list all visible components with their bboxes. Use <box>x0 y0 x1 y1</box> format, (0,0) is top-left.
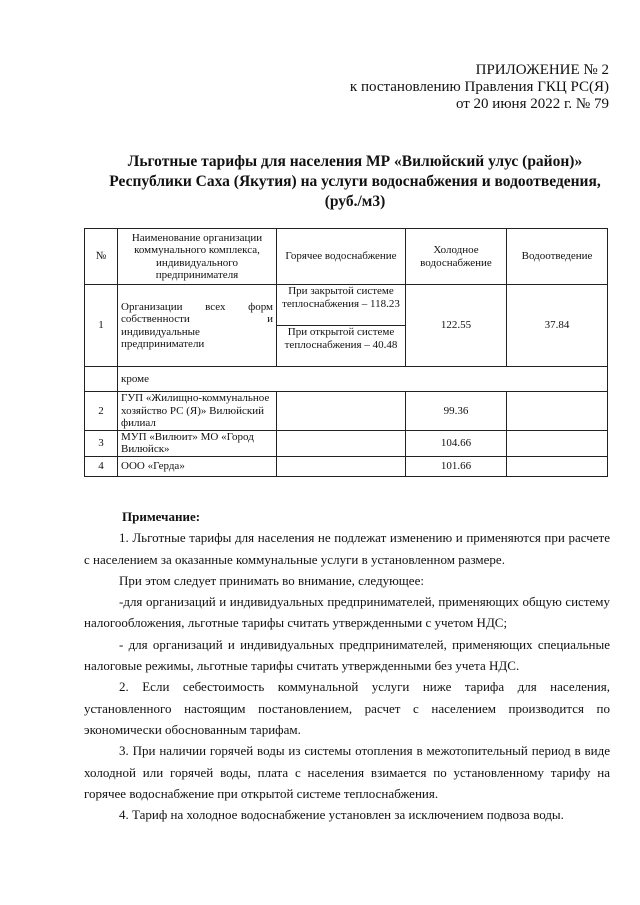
header-organization: Наименование организации коммунального комплекса, индивидуального предпринимателя <box>118 229 277 285</box>
hot-open-system: При открытой системе теплоснабжения – 40.48 <box>284 326 398 351</box>
row3-organization: МУП «Вилюит» МО «Город Вилюйск» <box>118 430 277 456</box>
row1-sewage: 37.84 <box>507 285 608 367</box>
except-label: кроме <box>118 367 608 392</box>
document-title <box>100 152 610 212</box>
row4-organization: ООО «Герда» <box>118 456 277 476</box>
table-row <box>85 456 608 476</box>
row4-cold-water: 101.66 <box>406 456 507 476</box>
appendix-date: от 20 июня 2022 г. № 79 <box>455 96 609 112</box>
tariffs-table <box>84 228 608 477</box>
note-paragraph: - для организаций и индивидуальных предпринимателей, применяющих специальные налоговые режимы, льготные тарифы считать утвержденными без учета НДС. <box>84 636 610 674</box>
header-no: № <box>85 229 118 285</box>
header-hot-water: Горячее водоснабжение <box>277 229 406 285</box>
note-paragraph: 3. При наличии горячей воды из системы отопления в межотопительный период в виде холодной или горячей воды, плата с населения взимается по установленному тарифу на горячее водоснабжение при открытой системе теплоснабжения. <box>84 743 610 801</box>
row2-cold-water: 99.36 <box>406 392 507 431</box>
table-row-except <box>85 367 608 392</box>
row3-no: 3 <box>85 430 118 456</box>
table-row <box>85 285 608 367</box>
header-sewage: Водоотведение <box>507 229 608 285</box>
row3-cold-water: 104.66 <box>406 430 507 456</box>
title-line-3: (руб./м3) <box>324 193 386 210</box>
row2-no: 2 <box>85 392 118 431</box>
row1-organization: Организации всех форм собственности и индивидуальные предприниматели <box>118 285 277 367</box>
row2-organization: ГУП «Жилищно-коммунальное хозяйство РС (Я)» Вилюйский филиал <box>118 392 277 431</box>
row1-hot-water <box>277 285 406 367</box>
note-paragraph: 4. Тариф на холодное водоснабжение установлен за исключением подвоза воды. <box>119 807 564 823</box>
row1-no: 1 <box>85 285 118 367</box>
notes-heading: Примечание: <box>122 509 201 524</box>
row4-no: 4 <box>85 456 118 476</box>
appendix-number: ПРИЛОЖЕНИЕ № 2 <box>475 62 609 78</box>
note-paragraph: 2. Если себестоимость коммунальной услуги ниже тарифа для населения, установленного настоящим постановлением, расчет с населением производится по экономически обоснованным тарифам. <box>84 679 610 737</box>
table-row <box>85 430 608 456</box>
title-line-1: Льготные тарифы для населения МР «Вилюйский улус (район)» <box>127 153 583 170</box>
appendix-resolution: к постановлению Правления ГКЦ РС(Я) <box>349 79 609 95</box>
header-cold-water: Холодное водоснабжение <box>406 229 507 285</box>
table-row <box>85 392 608 431</box>
notes-section <box>84 506 610 825</box>
appendix-header <box>350 62 609 113</box>
table-header-row <box>85 229 608 285</box>
title-line-2: Республики Саха (Якутия) на услуги водоснабжения и водоотведения, <box>109 173 601 190</box>
note-paragraph: 1. Льготные тарифы для населения не подлежат изменению и применяются при расчете с населением за оказанные коммунальные услуги в установленном размере. <box>84 530 610 567</box>
row1-cold-water: 122.55 <box>406 285 507 367</box>
hot-closed-system: При закрытой системе теплоснабжения – 118.23 <box>277 285 405 326</box>
note-paragraph: При этом следует принимать во внимание, следующее: <box>119 572 424 588</box>
note-paragraph: -для организаций и индивидуальных предпринимателей, применяющих общую систему налогообложения, льготные тарифы считать утвержденными с учетом НДС; <box>84 594 610 631</box>
